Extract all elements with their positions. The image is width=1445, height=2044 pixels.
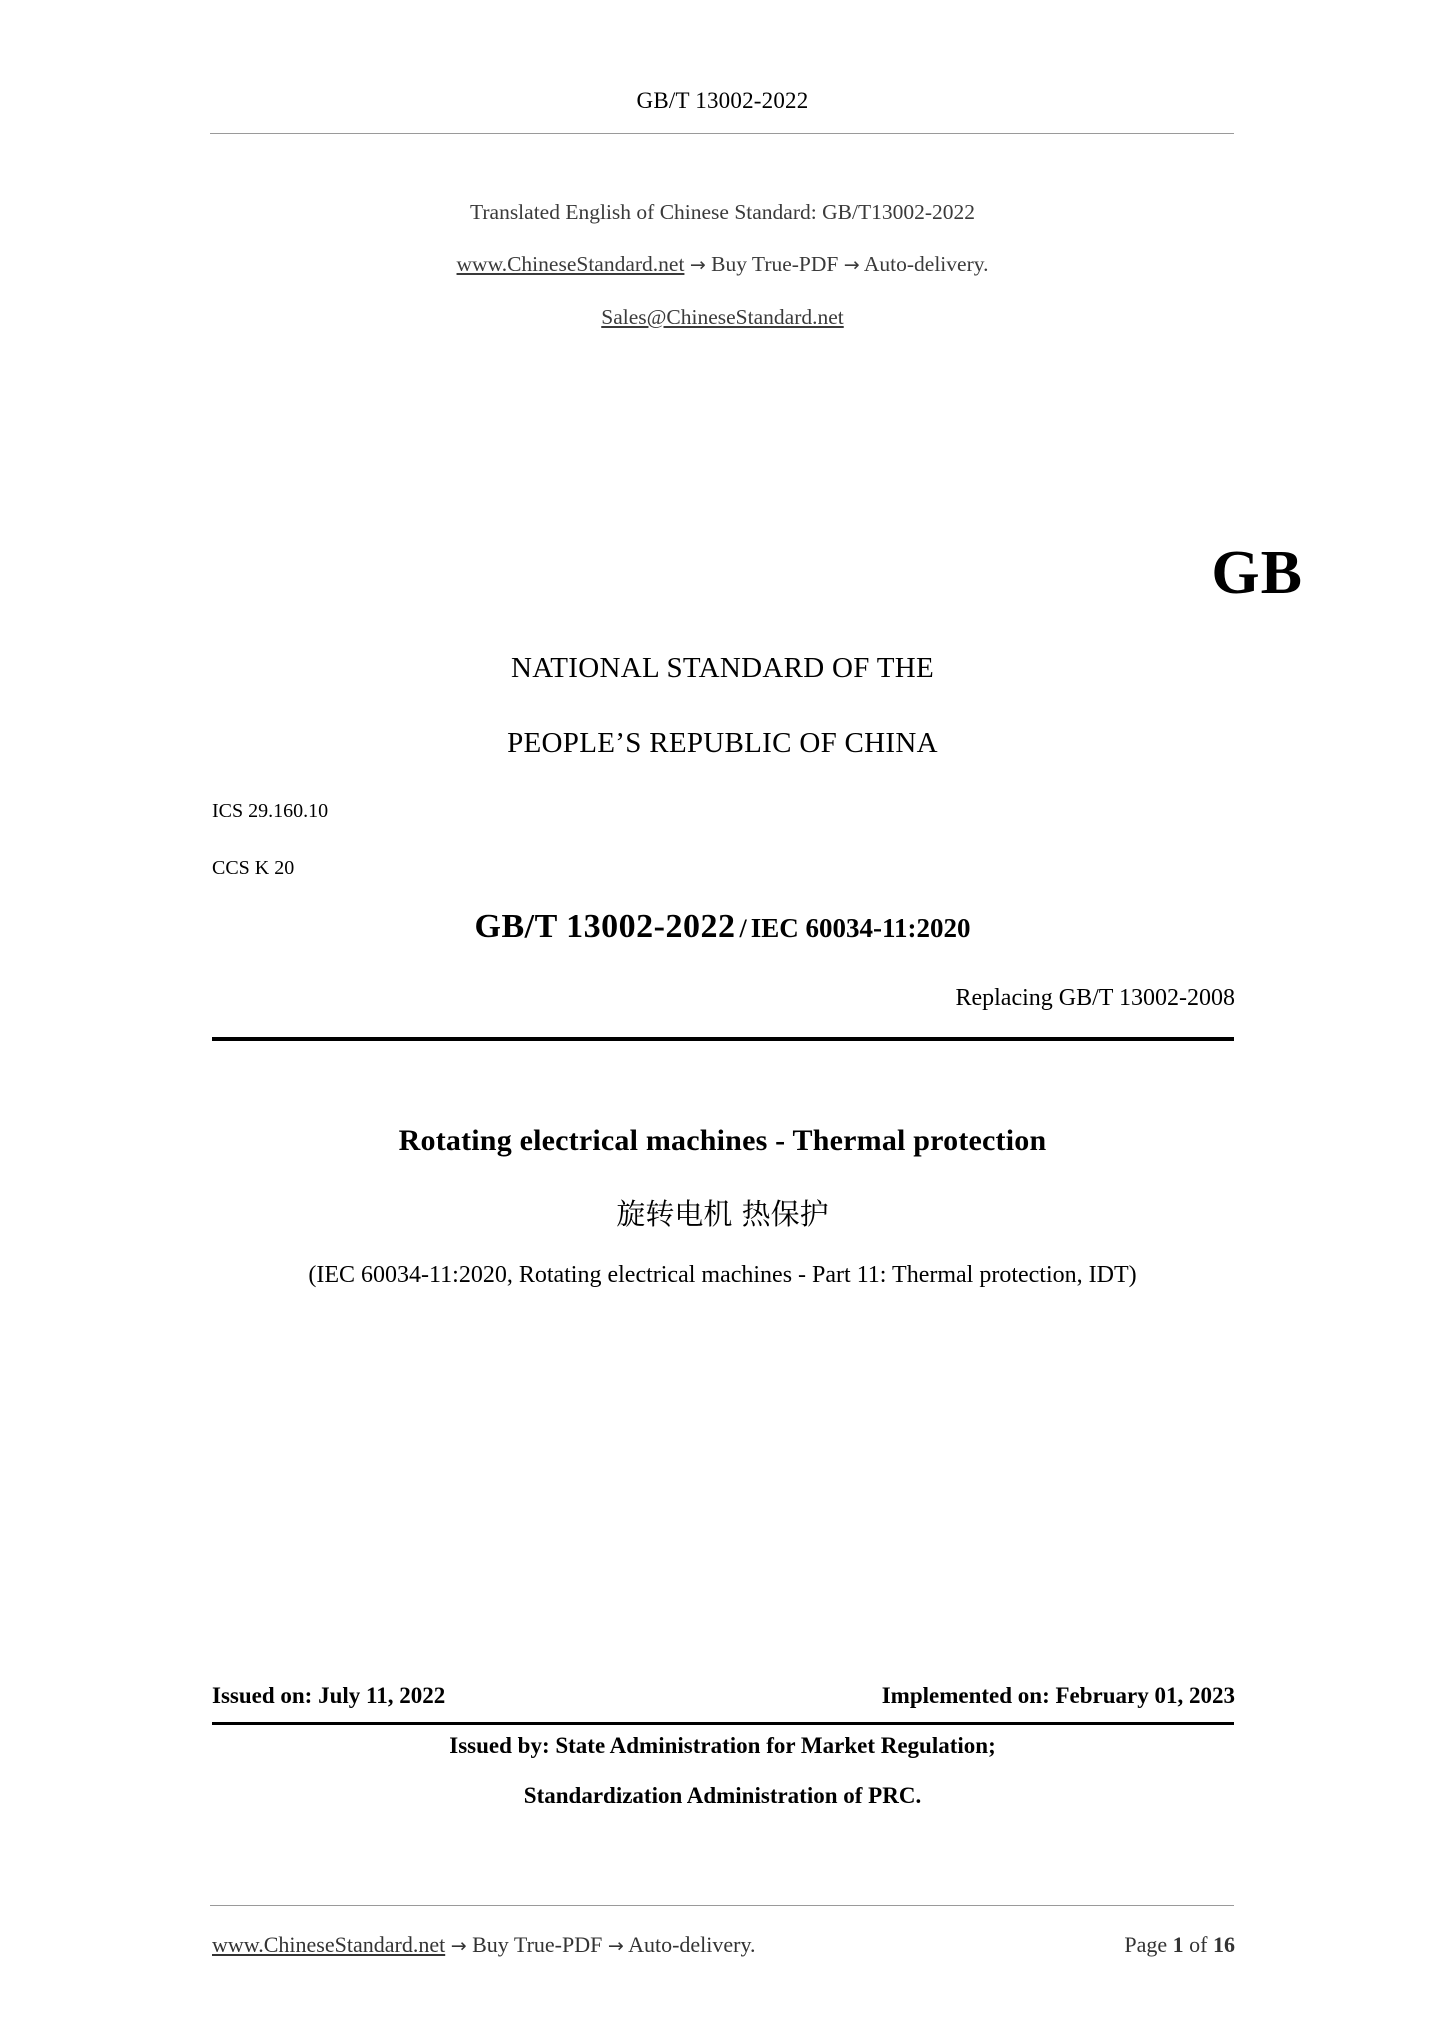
- issued-by-line-2: Standardization Administration of PRC.: [523, 1783, 922, 1808]
- chinesestandard-link[interactable]: www.ChineseStandard.net: [456, 252, 685, 276]
- arrow-right-icon-2: →: [843, 254, 860, 276]
- page-indicator: [1124, 1932, 1235, 1958]
- sales-email-link[interactable]: Sales@ChineseStandard.net: [601, 305, 844, 329]
- ics-code: ICS 29.160.10: [212, 800, 329, 822]
- footer-arrow-right-icon: →: [450, 1935, 467, 1957]
- promo-line-2: [0, 238, 1445, 291]
- iec-equivalence-note: (IEC 60034-11:2020, Rotating electrical machines - Part 11: Thermal protection, IDT): [308, 1262, 1137, 1288]
- issued-by-line-1: Issued by: State Administration for Market Regulation;: [449, 1733, 996, 1758]
- standard-number-main: GB/T 13002-2022: [474, 908, 736, 945]
- header-divider: [210, 133, 1234, 134]
- footer-buy-true-pdf-text: Buy True-PDF: [472, 1932, 603, 1957]
- page-total: 16: [1213, 1932, 1235, 1957]
- page-of-label: of: [1189, 1932, 1208, 1957]
- auto-delivery-text: Auto-delivery.: [863, 252, 989, 276]
- standard-number-iec: IEC 60034-11:2020: [750, 913, 971, 943]
- page-number: 1: [1172, 1932, 1184, 1957]
- promo-block: [0, 186, 1445, 343]
- promo-line-3: [0, 291, 1445, 343]
- footer-auto-delivery-text: Auto-delivery.: [628, 1932, 756, 1957]
- arrow-right-icon: →: [689, 254, 706, 276]
- issuer-divider: [212, 1722, 1234, 1725]
- national-standard-line-1: NATIONAL STANDARD OF THE: [511, 652, 934, 684]
- page-header-title: GB/T 13002-2022: [636, 88, 809, 113]
- footer-chinesestandard-link[interactable]: www.ChineseStandard.net: [212, 1932, 446, 1957]
- standard-number-separator: /: [739, 914, 747, 943]
- page-title-chinese: 旋转电机 热保护: [616, 1197, 829, 1231]
- footer-divider: [210, 1905, 1234, 1906]
- standard-number: [0, 908, 1445, 946]
- national-standard-line-2: PEOPLE’S REPUBLIC OF CHINA: [507, 727, 938, 759]
- buy-true-pdf-text: Buy True-PDF: [711, 252, 839, 276]
- implemented-on-date: Implemented on: February 01, 2023: [881, 1683, 1235, 1708]
- footer-arrow-right-icon-2: →: [607, 1935, 624, 1957]
- gb-logo: GB: [1211, 539, 1303, 607]
- page-title: Rotating electrical machines - Thermal protection: [398, 1124, 1047, 1157]
- title-divider-top: [212, 1037, 1234, 1041]
- ccs-code: CCS K 20: [212, 857, 295, 879]
- replacing-note: Replacing GB/T 13002-2008: [955, 985, 1235, 1011]
- issued-on-date: Issued on: July 11, 2022: [212, 1683, 446, 1708]
- page-label: Page: [1124, 1932, 1168, 1957]
- promo-line-1: Translated English of Chinese Standard: GB/T13002-2022: [469, 200, 975, 224]
- footer-promo: [212, 1932, 756, 1958]
